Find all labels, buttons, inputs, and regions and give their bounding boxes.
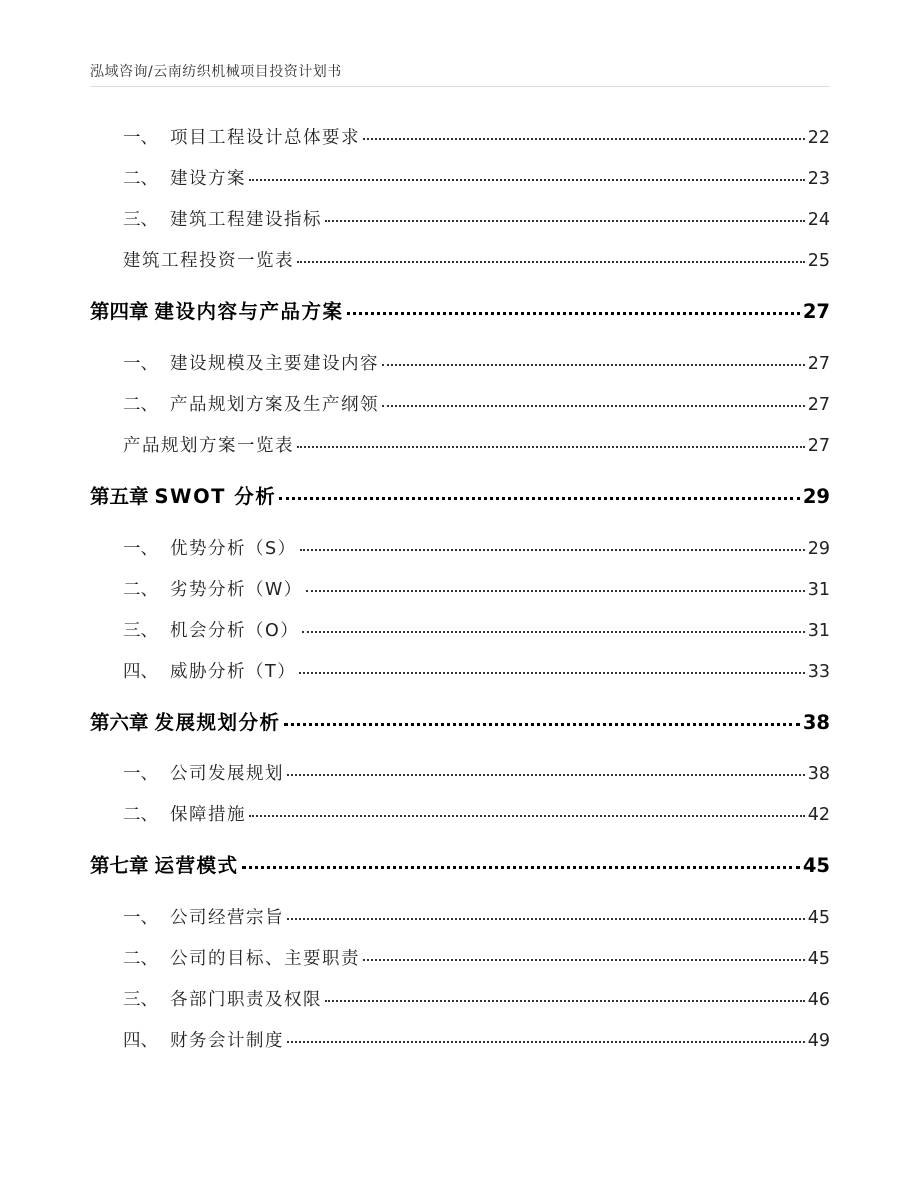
toc-section-entry[interactable]: [90, 576, 830, 601]
toc-entry-title: 建设内容与产品方案: [154, 300, 344, 323]
toc-section-entry[interactable]: [90, 617, 830, 642]
toc-dot-leader: [287, 774, 805, 776]
toc-chapter-entry[interactable]: [90, 707, 830, 735]
toc-dot-leader: [287, 1041, 805, 1043]
toc-dot-leader: [325, 220, 805, 222]
toc-section-entry[interactable]: [90, 432, 830, 457]
toc-section-entry[interactable]: [90, 801, 830, 826]
toc-dot-leader: [284, 723, 800, 726]
toc-page-number: 46: [807, 990, 830, 1010]
toc-page-number: 25: [807, 251, 830, 271]
toc-entry-title: 发展规划分析: [154, 711, 281, 734]
toc-entry-number: 一、: [123, 908, 158, 928]
toc-page-number: 27: [807, 395, 830, 415]
toc-entry-title: 财务会计制度: [170, 1031, 284, 1051]
toc-entry-number: 四、: [123, 662, 158, 682]
toc-dot-leader: [279, 497, 800, 500]
toc-section-entry[interactable]: [90, 124, 830, 149]
toc-entry-number: 一、: [123, 539, 158, 559]
toc-entry-number: 二、: [123, 805, 158, 825]
toc-dot-leader: [302, 631, 804, 633]
toc-entry-number: 三、: [123, 621, 158, 641]
toc-section-entry[interactable]: [90, 247, 830, 272]
toc-section-entry[interactable]: [90, 904, 830, 929]
toc-entry-number: 第四章: [90, 300, 149, 323]
toc-dot-leader: [382, 364, 805, 366]
toc-page-number: 45: [807, 908, 830, 928]
toc-dot-leader: [382, 405, 805, 407]
toc-page-number: 27: [802, 300, 830, 323]
toc-section-entry[interactable]: [90, 165, 830, 190]
toc-entry-number: 第五章: [90, 485, 149, 508]
page-header: 泓域咨询/云南纺织机械项目投资计划书: [90, 64, 342, 80]
toc-section-entry[interactable]: [90, 760, 830, 785]
toc-dot-leader: [297, 446, 805, 448]
toc-entry-number: 第六章: [90, 711, 149, 734]
toc-entry-title: 公司发展规划: [170, 764, 284, 784]
toc-page-number: 27: [807, 436, 830, 456]
toc-page-number: 42: [807, 805, 830, 825]
toc-entry-number: 四、: [123, 1031, 158, 1051]
toc-entry-number: 一、: [123, 128, 158, 148]
toc-entry-number: 二、: [123, 395, 158, 415]
toc-page-number: 49: [807, 1031, 830, 1051]
toc-dot-leader: [299, 672, 805, 674]
toc-entry-title: 建筑工程投资一览表: [123, 251, 294, 271]
toc-page-number: 22: [807, 128, 830, 148]
toc-entry-title: 各部门职责及权限: [170, 990, 322, 1010]
toc-dot-leader: [325, 1000, 805, 1002]
toc-entry-number: 一、: [123, 764, 158, 784]
toc-dot-leader: [363, 138, 805, 140]
toc-page-number: 31: [807, 580, 830, 600]
toc-page-number: 24: [807, 210, 830, 230]
toc-entry-number: 二、: [123, 169, 158, 189]
toc-page-number: 33: [807, 662, 830, 682]
toc-entry-title: 项目工程设计总体要求: [170, 128, 360, 148]
header-rule: [90, 86, 830, 87]
toc-section-entry[interactable]: [90, 391, 830, 416]
toc-dot-leader: [249, 815, 805, 817]
toc-entry-title: 威胁分析（T）: [170, 662, 297, 682]
toc-page-number: 38: [802, 711, 830, 734]
toc-dot-leader: [242, 866, 800, 869]
toc-entry-number: 三、: [123, 990, 158, 1010]
toc-page-number: 29: [807, 539, 830, 559]
toc-page-number: 38: [807, 764, 830, 784]
toc-dot-leader: [363, 959, 805, 961]
toc-entry-number: 三、: [123, 210, 158, 230]
toc-dot-leader: [306, 590, 805, 592]
toc-section-entry[interactable]: [90, 350, 830, 375]
toc-page-number: 27: [807, 354, 830, 374]
toc-page-number: 31: [807, 621, 830, 641]
toc-entry-number: 第七章: [90, 854, 149, 877]
toc-entry-title: 机会分析（O）: [170, 621, 300, 641]
toc-entry-title: 运营模式: [154, 854, 239, 877]
toc-entry-title: 保障措施: [170, 805, 246, 825]
toc-page-number: 23: [807, 169, 830, 189]
toc-section-entry[interactable]: [90, 658, 830, 683]
toc-entry-number: 一、: [123, 354, 158, 374]
toc-dot-leader: [297, 261, 805, 263]
toc-chapter-entry[interactable]: [90, 296, 830, 324]
toc-chapter-entry[interactable]: [90, 481, 830, 509]
toc-entry-title: 建设规模及主要建设内容: [170, 354, 379, 374]
toc-entry-title: 公司的目标、主要职责: [170, 949, 360, 969]
toc-entry-number: 二、: [123, 580, 158, 600]
toc-entry-title: 产品规划方案及生产纲领: [170, 395, 379, 415]
toc-dot-leader: [287, 918, 805, 920]
toc-dot-leader: [300, 549, 805, 551]
toc-entry-title: 建设方案: [170, 169, 246, 189]
toc-section-entry[interactable]: [90, 1027, 830, 1052]
toc-section-entry[interactable]: [90, 986, 830, 1011]
toc-page-number: 29: [802, 485, 830, 508]
toc-entry-title: SWOT 分析: [154, 485, 277, 508]
toc-entry-title: 公司经营宗旨: [170, 908, 284, 928]
toc-page-number: 45: [802, 854, 830, 877]
toc-section-entry[interactable]: [90, 206, 830, 231]
toc-dot-leader: [249, 179, 805, 181]
toc-entry-title: 建筑工程建设指标: [170, 210, 322, 230]
toc-page-number: 45: [807, 949, 830, 969]
toc-section-entry[interactable]: [90, 535, 830, 560]
toc-section-entry[interactable]: [90, 945, 830, 970]
toc-chapter-entry[interactable]: [90, 850, 830, 878]
toc-entry-title: 劣势分析（W）: [170, 580, 303, 600]
toc-entry-number: 二、: [123, 949, 158, 969]
toc-dot-leader: [347, 312, 800, 315]
toc-entry-title: 产品规划方案一览表: [123, 436, 294, 456]
toc-entry-title: 优势分析（S）: [170, 539, 297, 559]
